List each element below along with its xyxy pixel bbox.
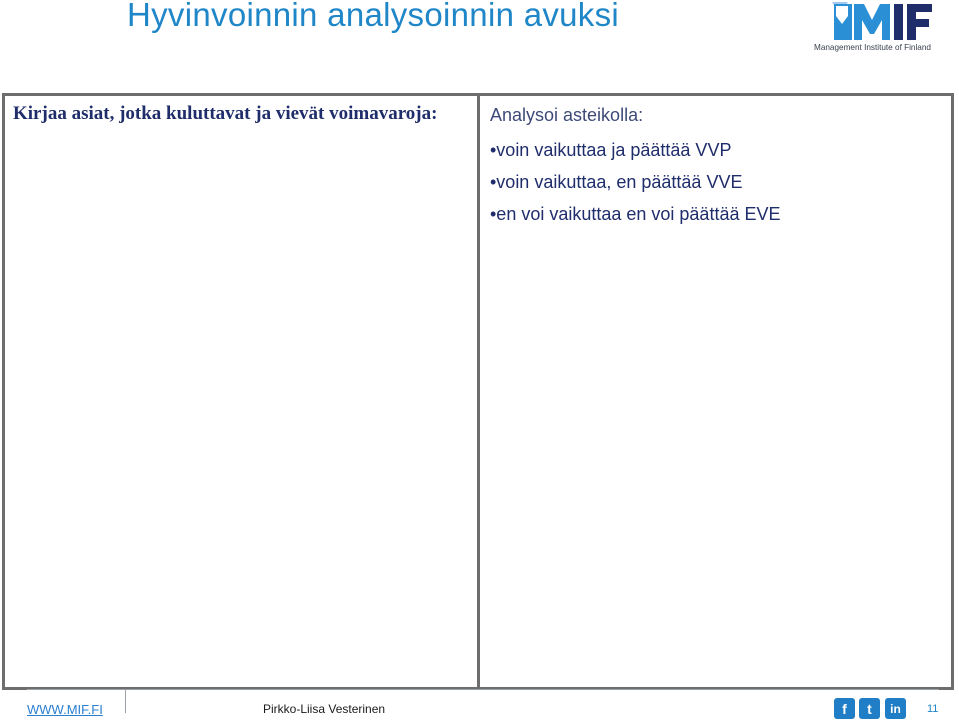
- list-item: •voin vaikuttaa, en päättää VVE: [490, 172, 743, 192]
- list-item: •en voi vaikuttaa en voi päättää EVE: [490, 204, 781, 224]
- right-column-heading: Analysoi asteikolla:: [490, 105, 644, 125]
- mif-logo: [814, 0, 944, 56]
- page-number: 11: [927, 703, 939, 715]
- footer-separator: [125, 689, 126, 713]
- right-column: [490, 102, 945, 230]
- footer-divider: [27, 689, 939, 690]
- logo-subtitle: Management Institute of Finland: [814, 43, 931, 52]
- page-title: Hyvinvoinnin analysoinnin avuksi: [127, 0, 620, 33]
- list-item: •voin vaikuttaa ja päättää VVP: [490, 140, 732, 160]
- twitter-icon[interactable]: t: [859, 698, 880, 719]
- facebook-icon[interactable]: f: [834, 698, 855, 719]
- website-link[interactable]: WWW.MIF.FI: [27, 702, 103, 717]
- column-divider: [477, 93, 480, 690]
- mif-logo-mark: [814, 0, 944, 44]
- author-name: Pirkko-Liisa Vesterinen: [263, 702, 386, 716]
- left-column-heading: Kirjaa asiat, jotka kuluttavat ja vievät voimavaroja:: [13, 103, 438, 124]
- linkedin-icon[interactable]: in: [885, 698, 906, 719]
